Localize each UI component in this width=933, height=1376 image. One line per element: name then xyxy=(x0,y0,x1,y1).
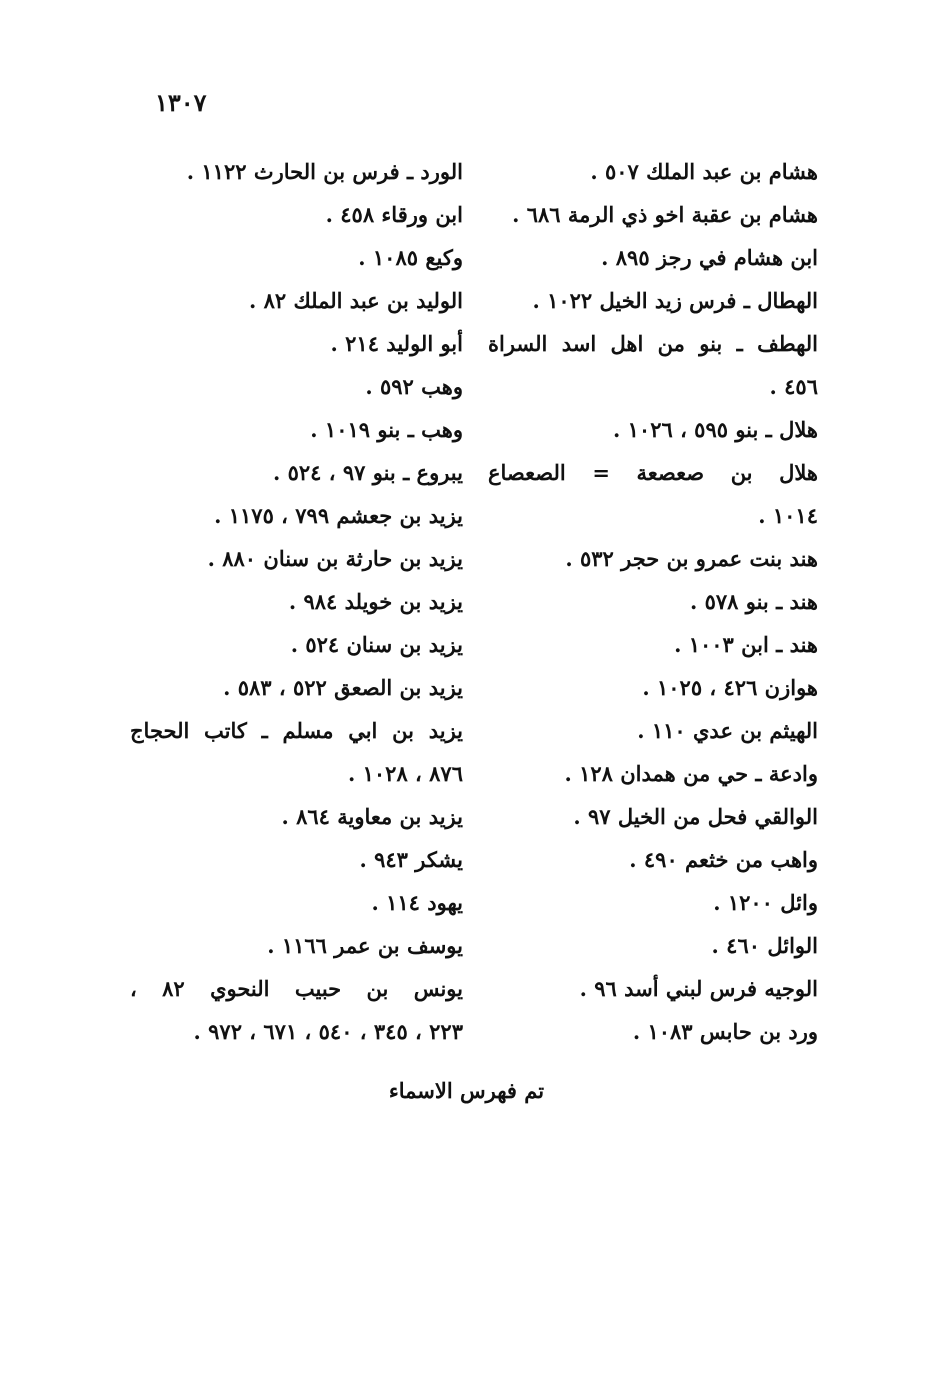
index-entry-continuation: ٢٢٣ ، ٣٤٥ ، ٥٤٠ ، ٦٧١ ، ٩٧٢ . xyxy=(193,1019,463,1044)
index-entry: هند ـ بنو ٥٧٨ . xyxy=(689,589,818,614)
index-entry: هلال ـ بنو ٥٩٥ ، ١٠٢٦ . xyxy=(613,417,818,442)
index-entry: يزيد بن حارثة بن سنان ٨٨٠ . xyxy=(207,546,463,571)
index-entry: يونس بن حبيب النحوي ٨٢ ، xyxy=(130,976,463,1001)
index-entry-continuation: ٨٧٦ ، ١٠٢٨ . xyxy=(348,761,463,786)
index-entry: ورد بن حابس ١٠٨٣ . xyxy=(632,1019,818,1044)
index-entry: يشكر ٩٤٣ . xyxy=(359,847,463,872)
index-column-right xyxy=(488,150,818,1053)
index-entry: هشام بن عقبة اخو ذي الرمة ٦٨٦ . xyxy=(512,202,818,227)
index-entry: وكيع ١٠٨٥ . xyxy=(358,245,463,270)
index-entry: وادعة ـ حي من همدان ١٢٨ . xyxy=(564,761,818,786)
index-entry: يزيد بن خويلد ٩٨٤ . xyxy=(288,589,463,614)
index-entry: هوازن ٤٢٦ ، ١٠٢٥ . xyxy=(642,675,818,700)
index-entry: يزيد بن معاوية ٨٦٤ . xyxy=(281,804,463,829)
index-entry: يزيد بن الصعق ٥٢٢ ، ٥٨٣ . xyxy=(223,675,463,700)
index-entry: ابن ورقاء ٤٥٨ . xyxy=(325,202,463,227)
index-entry: وهب ـ بنو ١٠١٩ . xyxy=(310,417,463,442)
index-entry: وائل ١٢٠٠ . xyxy=(713,890,818,915)
index-entry: يزيد بن سنان ٥٢٤ . xyxy=(290,632,463,657)
index-entry: الورد ـ فرس بن الحارث ١١٢٢ . xyxy=(186,159,463,184)
index-end-note: تم فهرس الاسماء xyxy=(388,1078,545,1103)
index-entry: يزيد بن جعشم ٧٩٩ ، ١١٧٥ . xyxy=(214,503,463,528)
index-entry: هلال بن صعصعة = الصعصاع xyxy=(488,460,818,485)
index-entry-continuation: ٤٥٦ . xyxy=(769,374,818,399)
index-entry: الهيثم بن عدي ١١٠ . xyxy=(637,718,818,743)
index-entry: هشام بن عبد الملك ٥٠٧ . xyxy=(590,159,818,184)
index-entry: هند ـ ابن ١٠٠٣ . xyxy=(674,632,818,657)
index-entry: ابن هشام في رجز ٨٩٥ . xyxy=(601,245,818,270)
index-entry: الهطال ـ فرس زيد الخيل ١٠٢٢ . xyxy=(532,288,818,313)
index-entry: وهب ٥٩٢ . xyxy=(365,374,463,399)
index-entry: الوليد بن عبد الملك ٨٢ . xyxy=(248,288,463,313)
index-entry: الوجيه فرس لبني أسد ٩٦ . xyxy=(579,976,818,1001)
index-entry: يزيد بن ابي مسلم ـ كاتب الحجاج xyxy=(130,718,463,743)
index-column-left xyxy=(130,150,463,1053)
index-entry: واهب من خثعم ٤٩٠ . xyxy=(629,847,818,872)
index-entry: أبو الوليد ٢١٤ . xyxy=(330,331,463,356)
index-entry: الوائل ٤٦٠ . xyxy=(711,933,818,958)
index-entry: الوالقي فحل من الخيل ٩٧ . xyxy=(573,804,818,829)
index-entry: هند بنت عمرو بن حجر ٥٣٢ . xyxy=(565,546,818,571)
index-entry: يوسف بن عمر ١١٦٦ . xyxy=(267,933,463,958)
index-entry: يهود ١١٤ . xyxy=(371,890,463,915)
index-entry: يبروع ـ بنو ٩٧ ، ٥٢٤ . xyxy=(273,460,463,485)
index-entry: الهطف ـ بنو من اهل اسد السراة xyxy=(488,331,818,356)
page-number: ١٣٠٧ xyxy=(155,88,207,117)
index-entry-continuation: ١٠١٤ . xyxy=(758,503,818,528)
